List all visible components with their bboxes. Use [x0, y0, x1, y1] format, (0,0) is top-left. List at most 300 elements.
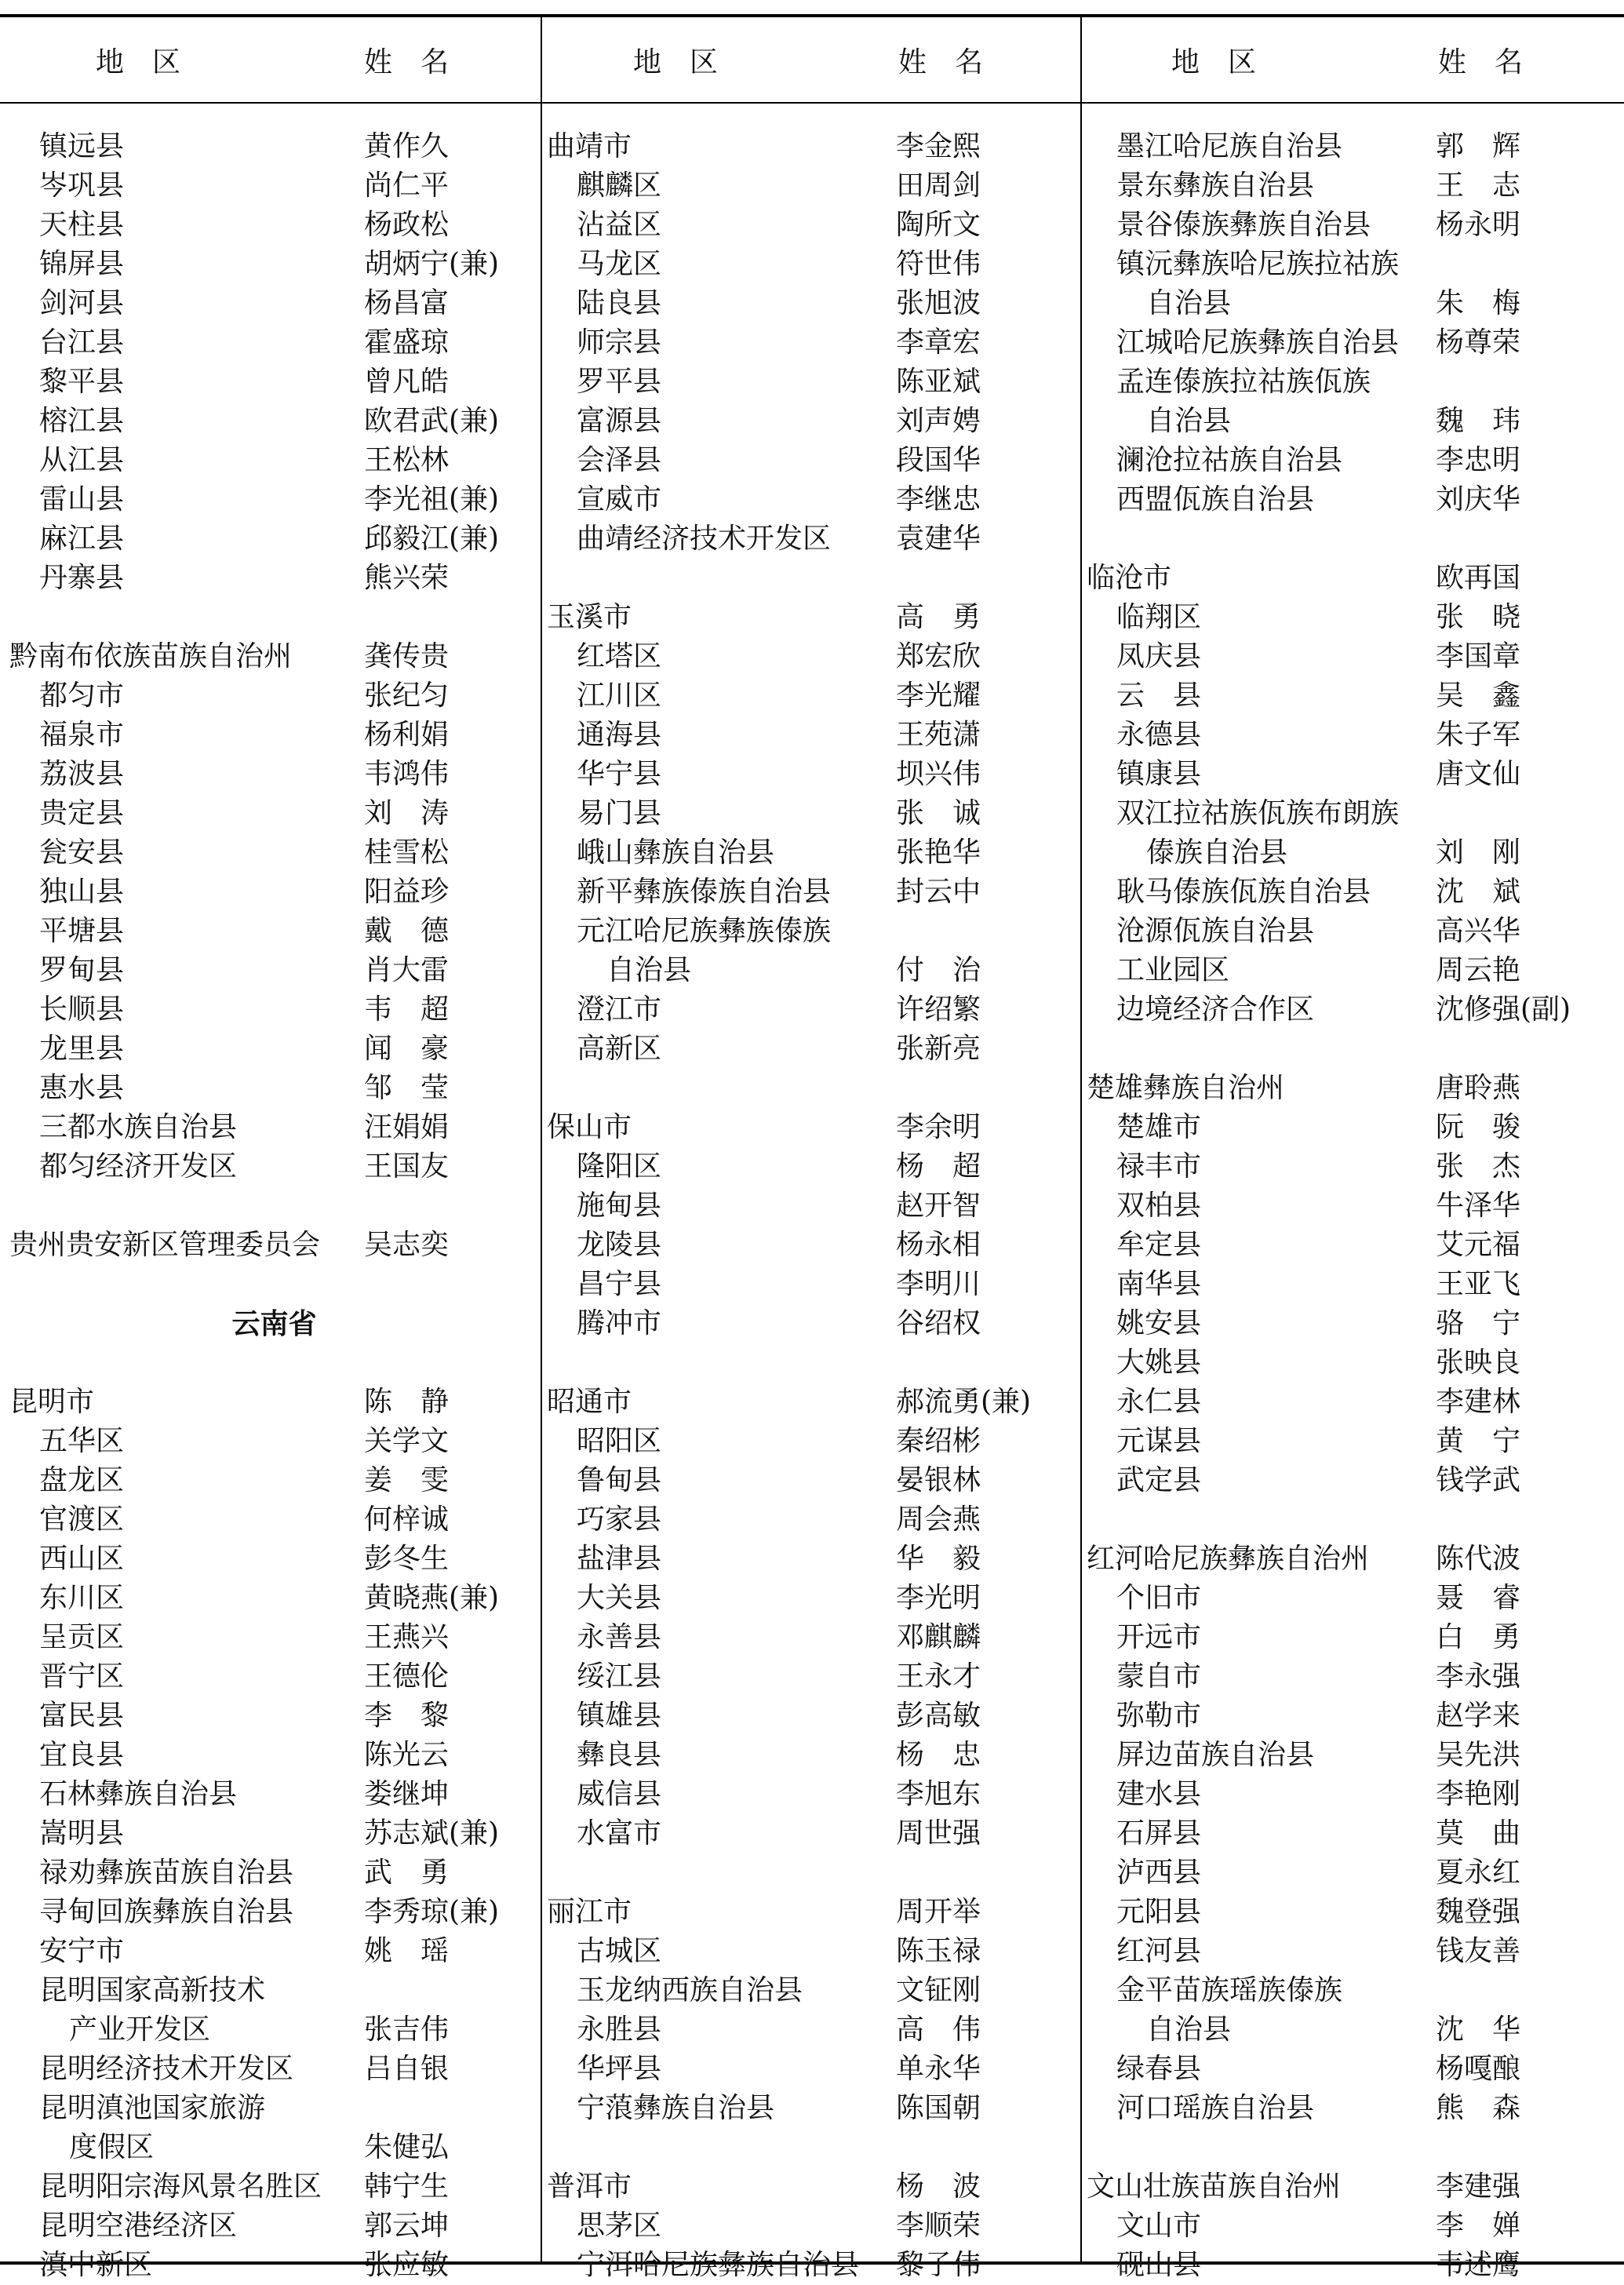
region-cell: 泸西县	[1116, 1857, 1202, 1889]
name-cell: 邱毅江(兼)	[364, 523, 500, 555]
region-cell: 澄江市	[577, 993, 662, 1026]
region-cell: 文山壮族苗族自治州	[1087, 2170, 1342, 2203]
table-row	[1087, 1579, 1620, 1618]
table-row	[1087, 1932, 1620, 1971]
table-row	[547, 716, 1079, 755]
name-cell: 杨永相	[896, 1229, 981, 1261]
region-cell: 产业开发区	[69, 2013, 211, 2046]
table-row	[547, 1383, 1079, 1422]
name-cell: 文钲刚	[896, 1974, 981, 2006]
region-cell: 从江县	[39, 444, 125, 476]
name-cell: 李秀琼(兼)	[364, 1896, 500, 1928]
table-row	[547, 1147, 1079, 1186]
column-divider	[1080, 16, 1082, 2262]
name-cell: 杨利娟	[364, 719, 450, 751]
name-cell: 王松林	[364, 444, 450, 476]
name-cell: 王国友	[364, 1150, 450, 1183]
region-cell: 工业园区	[1116, 954, 1230, 986]
table-row	[9, 1540, 539, 1579]
table-row	[547, 1853, 1079, 1893]
table-row	[1087, 873, 1620, 912]
table-row	[547, 755, 1079, 794]
table-row	[9, 206, 539, 245]
name-cell: 李建林	[1436, 1386, 1521, 1418]
region-cell: 弥勒市	[1116, 1700, 1202, 1732]
section-heading	[9, 1304, 539, 1343]
name-cell: 汪娟娟	[364, 1111, 450, 1143]
column-rows	[9, 127, 539, 2285]
name-cell: 郭云坤	[364, 2210, 450, 2242]
name-cell: 李光明	[896, 1582, 981, 1614]
name-cell: 张新亮	[896, 1033, 981, 1065]
region-cell: 红塔区	[577, 640, 662, 672]
region-cell: 通海县	[577, 719, 662, 751]
name-cell: 李章宏	[896, 326, 981, 359]
name-cell: 沈 斌	[1436, 876, 1521, 908]
name-cell: 谷绍权	[896, 1307, 981, 1339]
table-row	[9, 363, 539, 402]
name-cell: 符世伟	[896, 248, 981, 280]
name-cell: 唐聆燕	[1436, 1072, 1521, 1104]
name-cell: 夏永红	[1436, 1857, 1521, 1889]
name-cell: 姚 瑶	[364, 1935, 450, 1967]
region-cell: 玉龙纳西族自治县	[577, 1974, 803, 2006]
region-cell: 屏边苗族自治县	[1116, 1739, 1315, 1771]
region-cell: 昆明国家高新技术	[39, 1974, 266, 2006]
table-row	[547, 637, 1079, 676]
name-cell: 付 治	[896, 954, 981, 986]
region-cell: 沧源佤族自治县	[1116, 915, 1315, 947]
table-row	[9, 1775, 539, 1814]
name-cell: 李余明	[896, 1111, 981, 1143]
region-cell: 绥江县	[577, 1660, 662, 1693]
region-cell: 玉溪市	[547, 601, 632, 633]
column-rows	[547, 127, 1079, 2285]
table-row	[547, 2050, 1079, 2089]
name-cell: 沈修强(副)	[1436, 993, 1571, 1026]
name-cell: 段国华	[896, 444, 981, 476]
table-row	[1087, 716, 1620, 755]
table-row	[1087, 1657, 1620, 1696]
name-cell: 李艳刚	[1436, 1778, 1521, 1810]
table-row	[1087, 1343, 1620, 1383]
table-row	[9, 1696, 539, 1736]
table-row	[1087, 166, 1620, 206]
region-cell: 威信县	[577, 1778, 662, 1810]
name-cell: 陈光云	[364, 1739, 450, 1771]
name-cell: 李建强	[1436, 2170, 1521, 2203]
name-cell: 张艳华	[896, 836, 981, 869]
region-cell: 沾益区	[577, 209, 662, 241]
region-cell: 云南省	[231, 1307, 317, 1340]
table-row	[1087, 1500, 1620, 1540]
table-row	[547, 598, 1079, 637]
table-row	[1087, 245, 1620, 284]
name-cell: 王燕兴	[364, 1621, 450, 1653]
name-cell: 张 诚	[896, 797, 981, 829]
region-cell: 东川区	[39, 1582, 125, 1614]
name-cell: 曾凡皓	[364, 366, 450, 398]
name-cell: 王亚飞	[1436, 1268, 1521, 1300]
table-row	[547, 441, 1079, 480]
region-cell: 滇中新区	[39, 2249, 153, 2281]
table-row	[9, 1422, 539, 1461]
region-cell: 昭阳区	[577, 1425, 662, 1457]
name-cell: 李明川	[896, 1268, 981, 1300]
region-cell: 施甸县	[577, 1190, 662, 1222]
table-row	[1087, 990, 1620, 1030]
name-cell: 熊兴荣	[364, 562, 450, 594]
region-cell: 景谷傣族彝族自治县	[1116, 209, 1371, 241]
region-cell: 新平彝族傣族自治县	[577, 876, 832, 908]
name-cell: 田周剑	[896, 169, 981, 202]
table-row	[9, 1030, 539, 1069]
region-cell: 永德县	[1116, 719, 1202, 751]
region-cell: 华宁县	[577, 758, 662, 790]
table-row	[1087, 1383, 1620, 1422]
region-cell: 禄丰市	[1116, 1150, 1202, 1183]
region-cell: 元谋县	[1116, 1425, 1202, 1457]
name-cell: 邓麒麟	[896, 1621, 981, 1653]
region-cell: 景东彝族自治县	[1116, 169, 1315, 202]
name-cell: 赵学来	[1436, 1700, 1521, 1732]
region-cell: 岑巩县	[39, 169, 125, 202]
name-cell: 郭 辉	[1436, 130, 1521, 162]
table-row	[1087, 402, 1620, 441]
table-row	[1087, 1108, 1620, 1147]
name-cell: 赵开智	[896, 1190, 981, 1222]
region-cell: 红河哈尼族彝族自治州	[1087, 1543, 1370, 1575]
name-cell: 王德伦	[364, 1660, 450, 1693]
header-name: 姓 名	[364, 46, 450, 78]
table-row	[547, 1422, 1079, 1461]
name-cell: 李光祖(兼)	[364, 483, 500, 516]
table-row	[547, 1971, 1079, 2010]
table-row	[9, 1383, 539, 1422]
region-cell: 福泉市	[39, 719, 125, 751]
name-cell: 刘 涛	[364, 797, 450, 829]
region-cell: 昌宁县	[577, 1268, 662, 1300]
region-cell: 水富市	[577, 1817, 662, 1850]
name-cell: 苏志斌(兼)	[364, 1817, 500, 1850]
region-cell: 丽江市	[547, 1896, 632, 1928]
region-cell: 惠水县	[39, 1072, 125, 1104]
region-cell: 江川区	[577, 680, 662, 712]
table-row	[1087, 1540, 1620, 1579]
region-cell: 永仁县	[1116, 1386, 1202, 1418]
region-cell: 峨山彝族自治县	[577, 836, 775, 869]
table-row	[1087, 284, 1620, 323]
name-cell: 张纪匀	[364, 680, 450, 712]
table-row	[9, 637, 539, 676]
region-cell: 河口瑶族自治县	[1116, 2092, 1315, 2124]
region-cell: 会泽县	[577, 444, 662, 476]
region-cell: 嵩明县	[39, 1817, 125, 1850]
region-cell: 孟连傣族拉祜族佤族	[1116, 366, 1371, 398]
region-cell: 雷山县	[39, 483, 125, 516]
table-row	[547, 127, 1079, 166]
table-row	[1087, 833, 1620, 873]
table-row	[547, 1500, 1079, 1540]
table-row	[547, 1618, 1079, 1657]
name-cell: 陈国朝	[896, 2092, 981, 2124]
region-cell: 临沧市	[1087, 562, 1172, 594]
table-row	[9, 1814, 539, 1853]
table-row	[9, 1736, 539, 1775]
table-row	[547, 1893, 1079, 1932]
region-cell: 自治县	[606, 954, 692, 986]
table-row	[547, 873, 1079, 912]
table-row	[9, 519, 539, 559]
name-cell: 娄继坤	[364, 1778, 450, 1810]
name-cell: 杨 波	[896, 2170, 981, 2203]
table-row	[547, 1775, 1079, 1814]
region-cell: 西盟佤族自治县	[1116, 483, 1315, 516]
name-cell: 白 勇	[1436, 1621, 1521, 1653]
name-cell: 何梓诚	[364, 1503, 450, 1536]
region-cell: 宁蒗彝族自治县	[577, 2092, 775, 2124]
name-cell: 肖大雷	[364, 954, 450, 986]
name-cell: 封云中	[896, 876, 981, 908]
region-cell: 黔南布依族苗族自治州	[9, 640, 293, 672]
region-cell: 罗平县	[577, 366, 662, 398]
region-cell: 昆明阳宗海风景名胜区	[39, 2170, 322, 2203]
region-cell: 傣族自治县	[1146, 836, 1288, 869]
table-row	[547, 2207, 1079, 2246]
table-row	[9, 1932, 539, 1971]
name-cell: 张 晓	[1436, 601, 1521, 633]
table-row	[1087, 2010, 1620, 2050]
table-row	[9, 598, 539, 637]
name-cell: 黄 宁	[1436, 1425, 1521, 1457]
table-row	[1087, 1736, 1620, 1775]
table-row	[9, 402, 539, 441]
region-cell: 平塘县	[39, 915, 125, 947]
table-row	[1087, 127, 1620, 166]
region-cell: 永胜县	[577, 2013, 662, 2046]
table-row	[547, 559, 1079, 598]
table-row	[547, 990, 1079, 1030]
table-row	[9, 1226, 539, 1265]
name-cell: 黄作久	[364, 130, 450, 162]
table-row	[1087, 2246, 1620, 2285]
region-cell: 云 县	[1116, 680, 1202, 712]
table-row	[1087, 2167, 1620, 2207]
table-row	[1087, 323, 1620, 363]
table-row	[1087, 598, 1620, 637]
table-row	[9, 2167, 539, 2207]
region-cell: 富民县	[39, 1700, 125, 1732]
table-row	[9, 2128, 539, 2167]
table-row	[1087, 1893, 1620, 1932]
region-cell: 牟定县	[1116, 1229, 1202, 1261]
region-cell: 自治县	[1146, 287, 1232, 319]
region-cell: 武定县	[1116, 1464, 1202, 1496]
table-row	[1087, 637, 1620, 676]
table-row	[547, 1540, 1079, 1579]
table-row	[547, 206, 1079, 245]
header-region: 地 区	[633, 46, 719, 78]
table-row	[9, 1853, 539, 1893]
region-cell: 楚雄彝族自治州	[1087, 1072, 1285, 1104]
region-cell: 普洱市	[547, 2170, 632, 2203]
region-cell: 曲靖市	[547, 130, 632, 162]
table-row	[9, 716, 539, 755]
region-cell: 瓮安县	[39, 836, 125, 869]
region-cell: 昭通市	[547, 1386, 632, 1418]
name-cell: 袁建华	[896, 523, 981, 555]
region-cell: 寻甸回族彝族自治县	[39, 1896, 294, 1928]
name-cell: 张 杰	[1436, 1150, 1521, 1183]
region-cell: 蒙自市	[1116, 1660, 1202, 1693]
table-row	[547, 1814, 1079, 1853]
region-cell: 都匀经济开发区	[39, 1150, 238, 1183]
region-cell: 文山市	[1116, 2210, 1202, 2242]
name-cell: 周会燕	[896, 1503, 981, 1536]
name-cell: 闻 豪	[364, 1033, 450, 1065]
region-cell: 宣威市	[577, 483, 662, 516]
region-cell: 台江县	[39, 326, 125, 359]
region-cell: 个旧市	[1116, 1582, 1202, 1614]
region-cell: 三都水族自治县	[39, 1111, 238, 1143]
table-row	[1087, 1147, 1620, 1186]
region-cell: 大姚县	[1116, 1347, 1202, 1379]
name-cell: 杨 超	[896, 1150, 981, 1183]
table-row	[1087, 1226, 1620, 1265]
name-cell: 周开举	[896, 1896, 981, 1928]
name-cell: 周世强	[896, 1817, 981, 1850]
name-cell: 刘 刚	[1436, 836, 1521, 869]
table-row	[547, 1657, 1079, 1696]
name-cell: 张应敏	[364, 2249, 450, 2281]
table-row	[1087, 441, 1620, 480]
region-cell: 盐津县	[577, 1543, 662, 1575]
name-cell: 陈 静	[364, 1386, 450, 1418]
region-cell: 鲁甸县	[577, 1464, 662, 1496]
region-cell: 贵定县	[39, 797, 125, 829]
table-row	[9, 1147, 539, 1186]
table-row	[9, 2207, 539, 2246]
table-row	[9, 2246, 539, 2285]
region-cell: 腾冲市	[577, 1307, 662, 1339]
name-cell: 许绍繁	[896, 993, 981, 1026]
table-row	[9, 755, 539, 794]
name-cell: 张映良	[1436, 1347, 1521, 1379]
table-row	[547, 1461, 1079, 1500]
name-cell: 唐文仙	[1436, 758, 1521, 790]
table-row	[547, 1226, 1079, 1265]
table-row	[1087, 2207, 1620, 2246]
table-row	[9, 990, 539, 1030]
region-cell: 剑河县	[39, 287, 125, 319]
table-row	[9, 480, 539, 519]
name-cell: 郑宏欣	[896, 640, 981, 672]
table-row	[547, 1265, 1079, 1304]
table-row	[547, 1108, 1079, 1147]
table-row	[1087, 206, 1620, 245]
region-cell: 麒麟区	[577, 169, 662, 202]
name-cell: 彭高敏	[896, 1700, 981, 1732]
table-row	[547, 1030, 1079, 1069]
region-cell: 五华区	[39, 1425, 125, 1457]
table-row	[9, 833, 539, 873]
table-row	[9, 794, 539, 833]
table-row	[547, 363, 1079, 402]
table-row	[9, 2010, 539, 2050]
name-cell: 朱健弘	[364, 2131, 450, 2163]
region-cell: 绿春县	[1116, 2053, 1202, 2085]
region-cell: 建水县	[1116, 1778, 1202, 1810]
name-cell: 欧君武(兼)	[364, 405, 500, 437]
table-row	[9, 951, 539, 990]
name-cell: 陈代波	[1436, 1543, 1521, 1575]
name-cell: 王 志	[1436, 169, 1521, 202]
name-cell: 戴 德	[364, 915, 450, 947]
table-row	[9, 1343, 539, 1383]
name-cell: 高 伟	[896, 2013, 981, 2046]
table-row	[1087, 363, 1620, 402]
table-row	[9, 127, 539, 166]
table-row	[9, 2050, 539, 2089]
name-cell: 钱学武	[1436, 1464, 1521, 1496]
name-cell: 坝兴伟	[896, 758, 981, 790]
region-cell: 隆阳区	[577, 1150, 662, 1183]
column-divider	[541, 16, 542, 2262]
table-row	[1087, 794, 1620, 833]
table-column-3	[1087, 16, 1620, 2281]
table-row	[9, 1579, 539, 1618]
region-cell: 永善县	[577, 1621, 662, 1653]
name-cell: 陈亚斌	[896, 366, 981, 398]
region-cell: 元江哈尼族彝族傣族	[577, 915, 832, 947]
table-row	[9, 1186, 539, 1226]
region-cell: 姚安县	[1116, 1307, 1202, 1339]
table-row	[1087, 1814, 1620, 1853]
table-row	[1087, 2050, 1620, 2089]
table-row	[1087, 755, 1620, 794]
table-row	[547, 833, 1079, 873]
region-cell: 宜良县	[39, 1739, 125, 1771]
table-row	[1087, 1618, 1620, 1657]
region-cell: 开远市	[1116, 1621, 1202, 1653]
name-cell: 吴 鑫	[1436, 680, 1521, 712]
name-cell: 刘庆华	[1436, 483, 1521, 516]
name-cell: 张旭波	[896, 287, 981, 319]
table-row	[547, 284, 1079, 323]
table-row	[547, 1579, 1079, 1618]
table-row	[1087, 1186, 1620, 1226]
name-cell: 魏 玮	[1436, 405, 1521, 437]
region-cell: 华坪县	[577, 2053, 662, 2085]
table-row	[1087, 519, 1620, 559]
table-row	[9, 912, 539, 951]
table-row	[1087, 1853, 1620, 1893]
region-cell: 西山区	[39, 1543, 125, 1575]
name-cell: 郝流勇(兼)	[896, 1386, 1032, 1418]
name-cell: 阮 骏	[1436, 1111, 1521, 1143]
table-row	[547, 2010, 1079, 2050]
header-region: 地 区	[96, 46, 181, 78]
region-cell: 禄劝彝族苗族自治县	[39, 1857, 294, 1889]
name-cell: 牛泽华	[1436, 1190, 1521, 1222]
region-cell: 昆明市	[9, 1386, 95, 1418]
table-row	[547, 2128, 1079, 2167]
name-cell: 阳益珍	[364, 876, 450, 908]
name-cell: 聂 睿	[1436, 1582, 1521, 1614]
name-cell: 莫 曲	[1436, 1817, 1521, 1850]
table-row	[9, 559, 539, 598]
region-cell: 楚雄市	[1116, 1111, 1202, 1143]
